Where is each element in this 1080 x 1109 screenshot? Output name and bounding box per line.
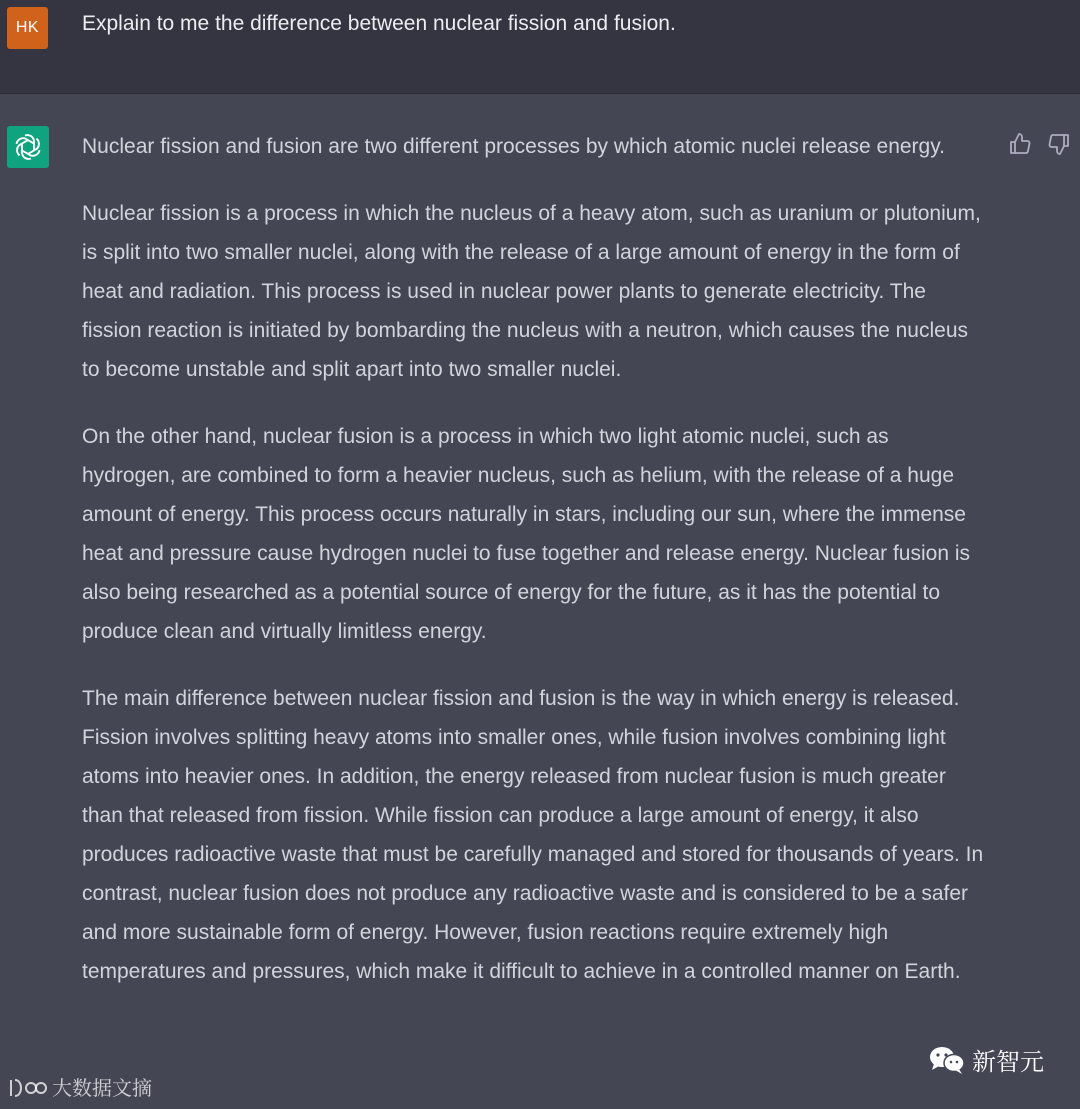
watermark-logo-icon <box>8 1076 48 1098</box>
watermark-bigdata-digest <box>8 1072 152 1101</box>
answer-paragraph: Nuclear fission and fusion are two different processes by which atomic nuclei release energy. <box>82 135 945 158</box>
watermark-left-text: 大数据文摘 <box>52 1078 152 1100</box>
answer-paragraph: The main difference between nuclear fission and fusion is the way in which energy is released. Fission involves splitting heavy atoms into smaller ones, while fusion involves combining light atoms into heavier ones. In addition, the energy released from nuclear fusion is much greater than that released from fission. While fission can produce a large amount of energy, it also produces radioactive waste that must be carefully managed and stored for thousands of years. In contrast, nuclear fusion does not produce any radioactive waste and is considered to be a safer and more sustainable form of energy. However, fusion reactions require extremely high temperatures and pressures, which make it difficult to achieve in a controlled manner on Earth. <box>82 687 984 983</box>
thumbs-down-icon <box>1047 132 1071 156</box>
watermark-xinzhiyuan <box>928 1042 1044 1077</box>
user-prompt-text: Explain to me the difference between nuclear fission and fusion. <box>82 12 676 35</box>
user-avatar: HK <box>7 7 48 49</box>
answer-paragraph: Nuclear fission is a process in which the nucleus of a heavy atom, such as uranium or plutonium, is split into two smaller nuclei, along with the release of a large amount of energy in the form of heat and radiation. This process is used in nuclear power plants to generate electricity. The fission reaction is initiated by bombarding the nucleus with a neutron, which causes the nucleus to become unstable and split apart into two smaller nuclei. <box>82 202 981 381</box>
openai-logo-icon <box>7 126 49 168</box>
wechat-icon <box>928 1045 966 1075</box>
thumbs-up-icon <box>1008 132 1032 156</box>
watermark-right-text: 新智元 <box>972 1049 1044 1076</box>
assistant-answer <box>82 127 987 1019</box>
answer-paragraph: On the other hand, nuclear fusion is a process in which two light atomic nuclei, such as hydrogen, are combined to form a heavier nucleus, such as helium, with the release of a huge amount of energy. This process occurs naturally in stars, including our sun, where the immense heat and pressure cause hydrogen nuclei to fuse together and release energy. Nuclear fusion is also being researched as a potential source of energy for the future, as it has the potential to produce clean and virtually limitless energy. <box>82 425 970 643</box>
thumbs-up-button[interactable] <box>1008 132 1032 156</box>
user-message-row <box>0 0 1080 94</box>
thumbs-down-button[interactable] <box>1047 132 1071 156</box>
